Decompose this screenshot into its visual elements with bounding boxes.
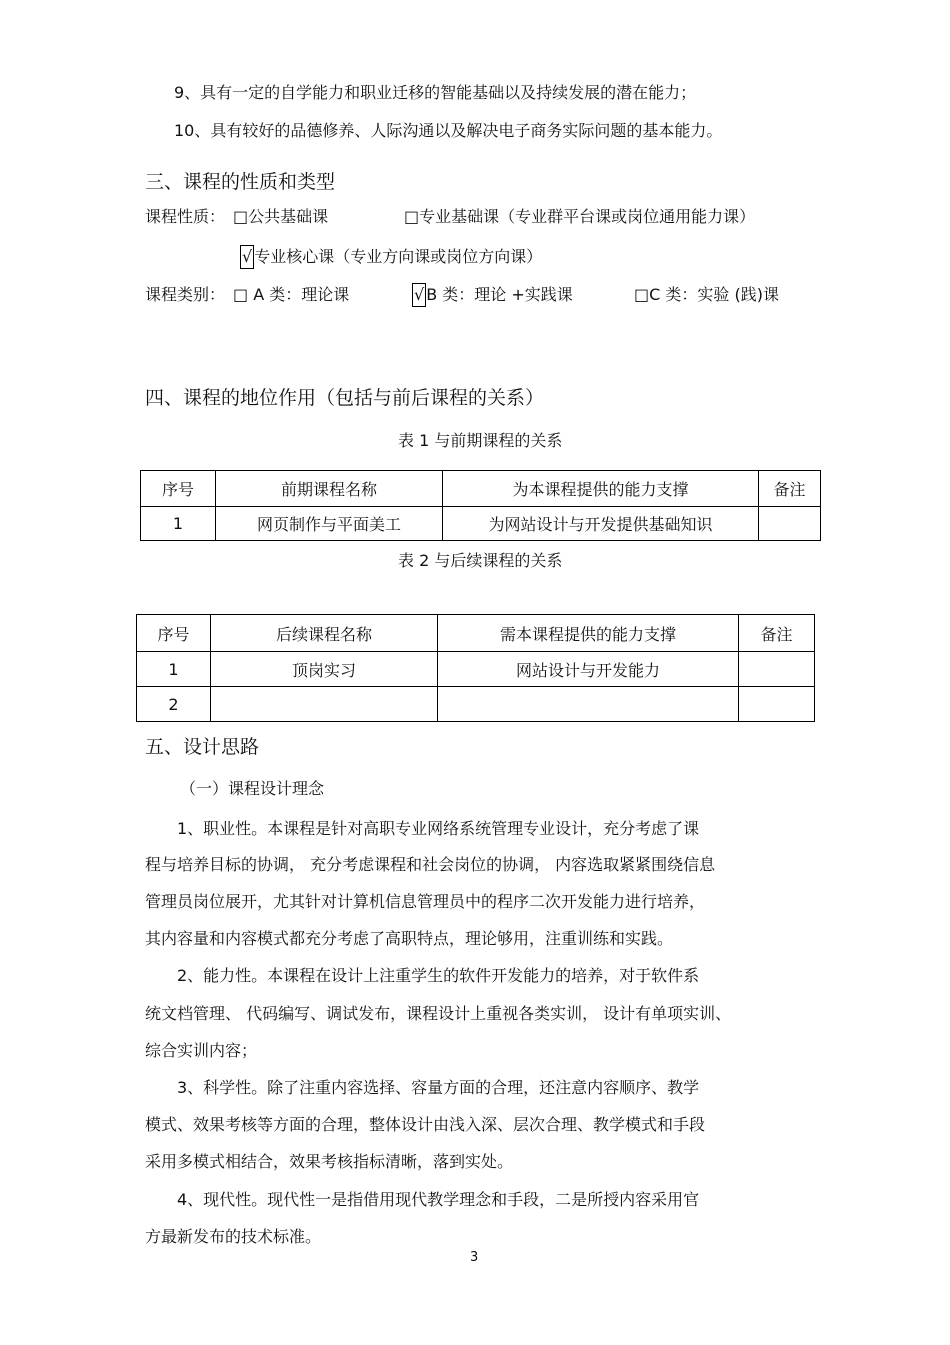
paragraph-line: 4、现代性。现代性一是指借用现代教学理念和手段，二是所授内容采用官 — [177, 1190, 700, 1209]
list-item-9: 9、具有一定的自学能力和职业迁移的智能基础以及持续发展的潜在能力； — [174, 83, 697, 102]
paragraph-line: 模式、效果考核等方面的合理，整体设计由浅入深、层次合理、教学模式和手段 — [145, 1115, 706, 1134]
core-course-option — [240, 245, 542, 269]
section-4-heading: 四、课程的地位作用（包括与前后课程的关系） — [145, 387, 545, 409]
table-subsequent-courses — [136, 614, 815, 722]
paragraph-line: 2、能力性。本课程在设计上注重学生的软件开发能力的培养，对于软件系 — [177, 966, 700, 985]
paragraph-line: 程与培养目标的协调， 充分考虑课程和社会岗位的协调， 内容选取紧紧围绕信息 — [145, 855, 716, 874]
table-header-row — [137, 615, 815, 652]
table-row — [137, 687, 815, 722]
table-cell: 1 — [141, 507, 216, 541]
category-b-label: B 类：理论 +实践课 — [426, 285, 573, 304]
header-cell: 备注 — [759, 471, 821, 507]
table-cell: 网站设计与开发能力 — [438, 652, 739, 687]
table-header-row — [141, 471, 821, 507]
header-cell: 序号 — [137, 615, 211, 652]
table-cell — [739, 652, 815, 687]
table-cell: 顶岗实习 — [211, 652, 438, 687]
header-cell: 前期课程名称 — [216, 471, 443, 507]
page-number: 3 — [470, 1250, 479, 1265]
checkbox-category-a: □ A 类：理论课 — [233, 285, 350, 304]
category-label: 课程类别： — [145, 285, 226, 304]
table-row — [137, 652, 815, 687]
section-3-heading: 三、课程的性质和类型 — [145, 171, 336, 193]
header-cell: 为本课程提供的能力支撑 — [443, 471, 759, 507]
table-cell — [438, 687, 739, 722]
header-cell: 后续课程名称 — [211, 615, 438, 652]
table-cell: 为网站设计与开发提供基础知识 — [443, 507, 759, 541]
paragraph-line: 其内容量和内容模式都充分考虑了高职特点，理论够用，注重训练和实践。 — [145, 929, 674, 948]
paragraph-line: 管理员岗位展开，尤其针对计算机信息管理员中的程序二次开发能力进行培养， — [145, 892, 706, 911]
table-cell: 2 — [137, 687, 211, 722]
table-2-caption: 表 2 与后续课程的关系 — [398, 551, 563, 570]
nature-label: 课程性质： — [145, 207, 226, 226]
check-mark-icon: √ — [240, 245, 254, 269]
table-prior-courses — [140, 470, 821, 541]
header-cell: 需本课程提供的能力支撑 — [438, 615, 739, 652]
list-item-10: 10、具有较好的品德修养、人际沟通以及解决电子商务实际问题的基本能力。 — [174, 121, 723, 140]
table-cell — [759, 507, 821, 541]
table-cell — [211, 687, 438, 722]
category-b-option — [412, 283, 573, 307]
header-cell: 序号 — [141, 471, 216, 507]
core-course-label: 专业核心课（专业方向课或岗位方向课） — [254, 247, 543, 266]
table-cell: 网页制作与平面美工 — [216, 507, 443, 541]
paragraph-line: 3、科学性。除了注重内容选择、容量方面的合理，还注意内容顺序、教学 — [177, 1078, 700, 1097]
paragraph-line: 综合实训内容； — [145, 1041, 258, 1060]
table-cell: 1 — [137, 652, 211, 687]
checkbox-category-c: □C 类：实验 (践)课 — [634, 285, 779, 304]
table-1-caption: 表 1 与前期课程的关系 — [398, 431, 563, 450]
header-cell: 备注 — [739, 615, 815, 652]
paragraph-line: 方最新发布的技术标准。 — [145, 1227, 322, 1246]
table-row — [141, 507, 821, 541]
check-mark-icon: √ — [412, 283, 426, 307]
paragraph-line: 1、职业性。本课程是针对高职专业网络系统管理专业设计，充分考虑了课 — [177, 819, 700, 838]
paragraph-line: 采用多模式相结合，效果考核指标清晰，落到实处。 — [145, 1152, 514, 1171]
checkbox-professional-basic: □专业基础课（专业群平台课或岗位通用能力课） — [404, 207, 756, 226]
subsection-heading: （一）课程设计理念 — [180, 779, 325, 798]
table-cell — [739, 687, 815, 722]
section-5-heading: 五、设计思路 — [145, 736, 260, 758]
paragraph-line: 统文档管理、 代码编写、调试发布，课程设计上重视各类实训， 设计有单项实训、 — [145, 1004, 732, 1023]
checkbox-public-basic: □公共基础课 — [233, 207, 329, 226]
